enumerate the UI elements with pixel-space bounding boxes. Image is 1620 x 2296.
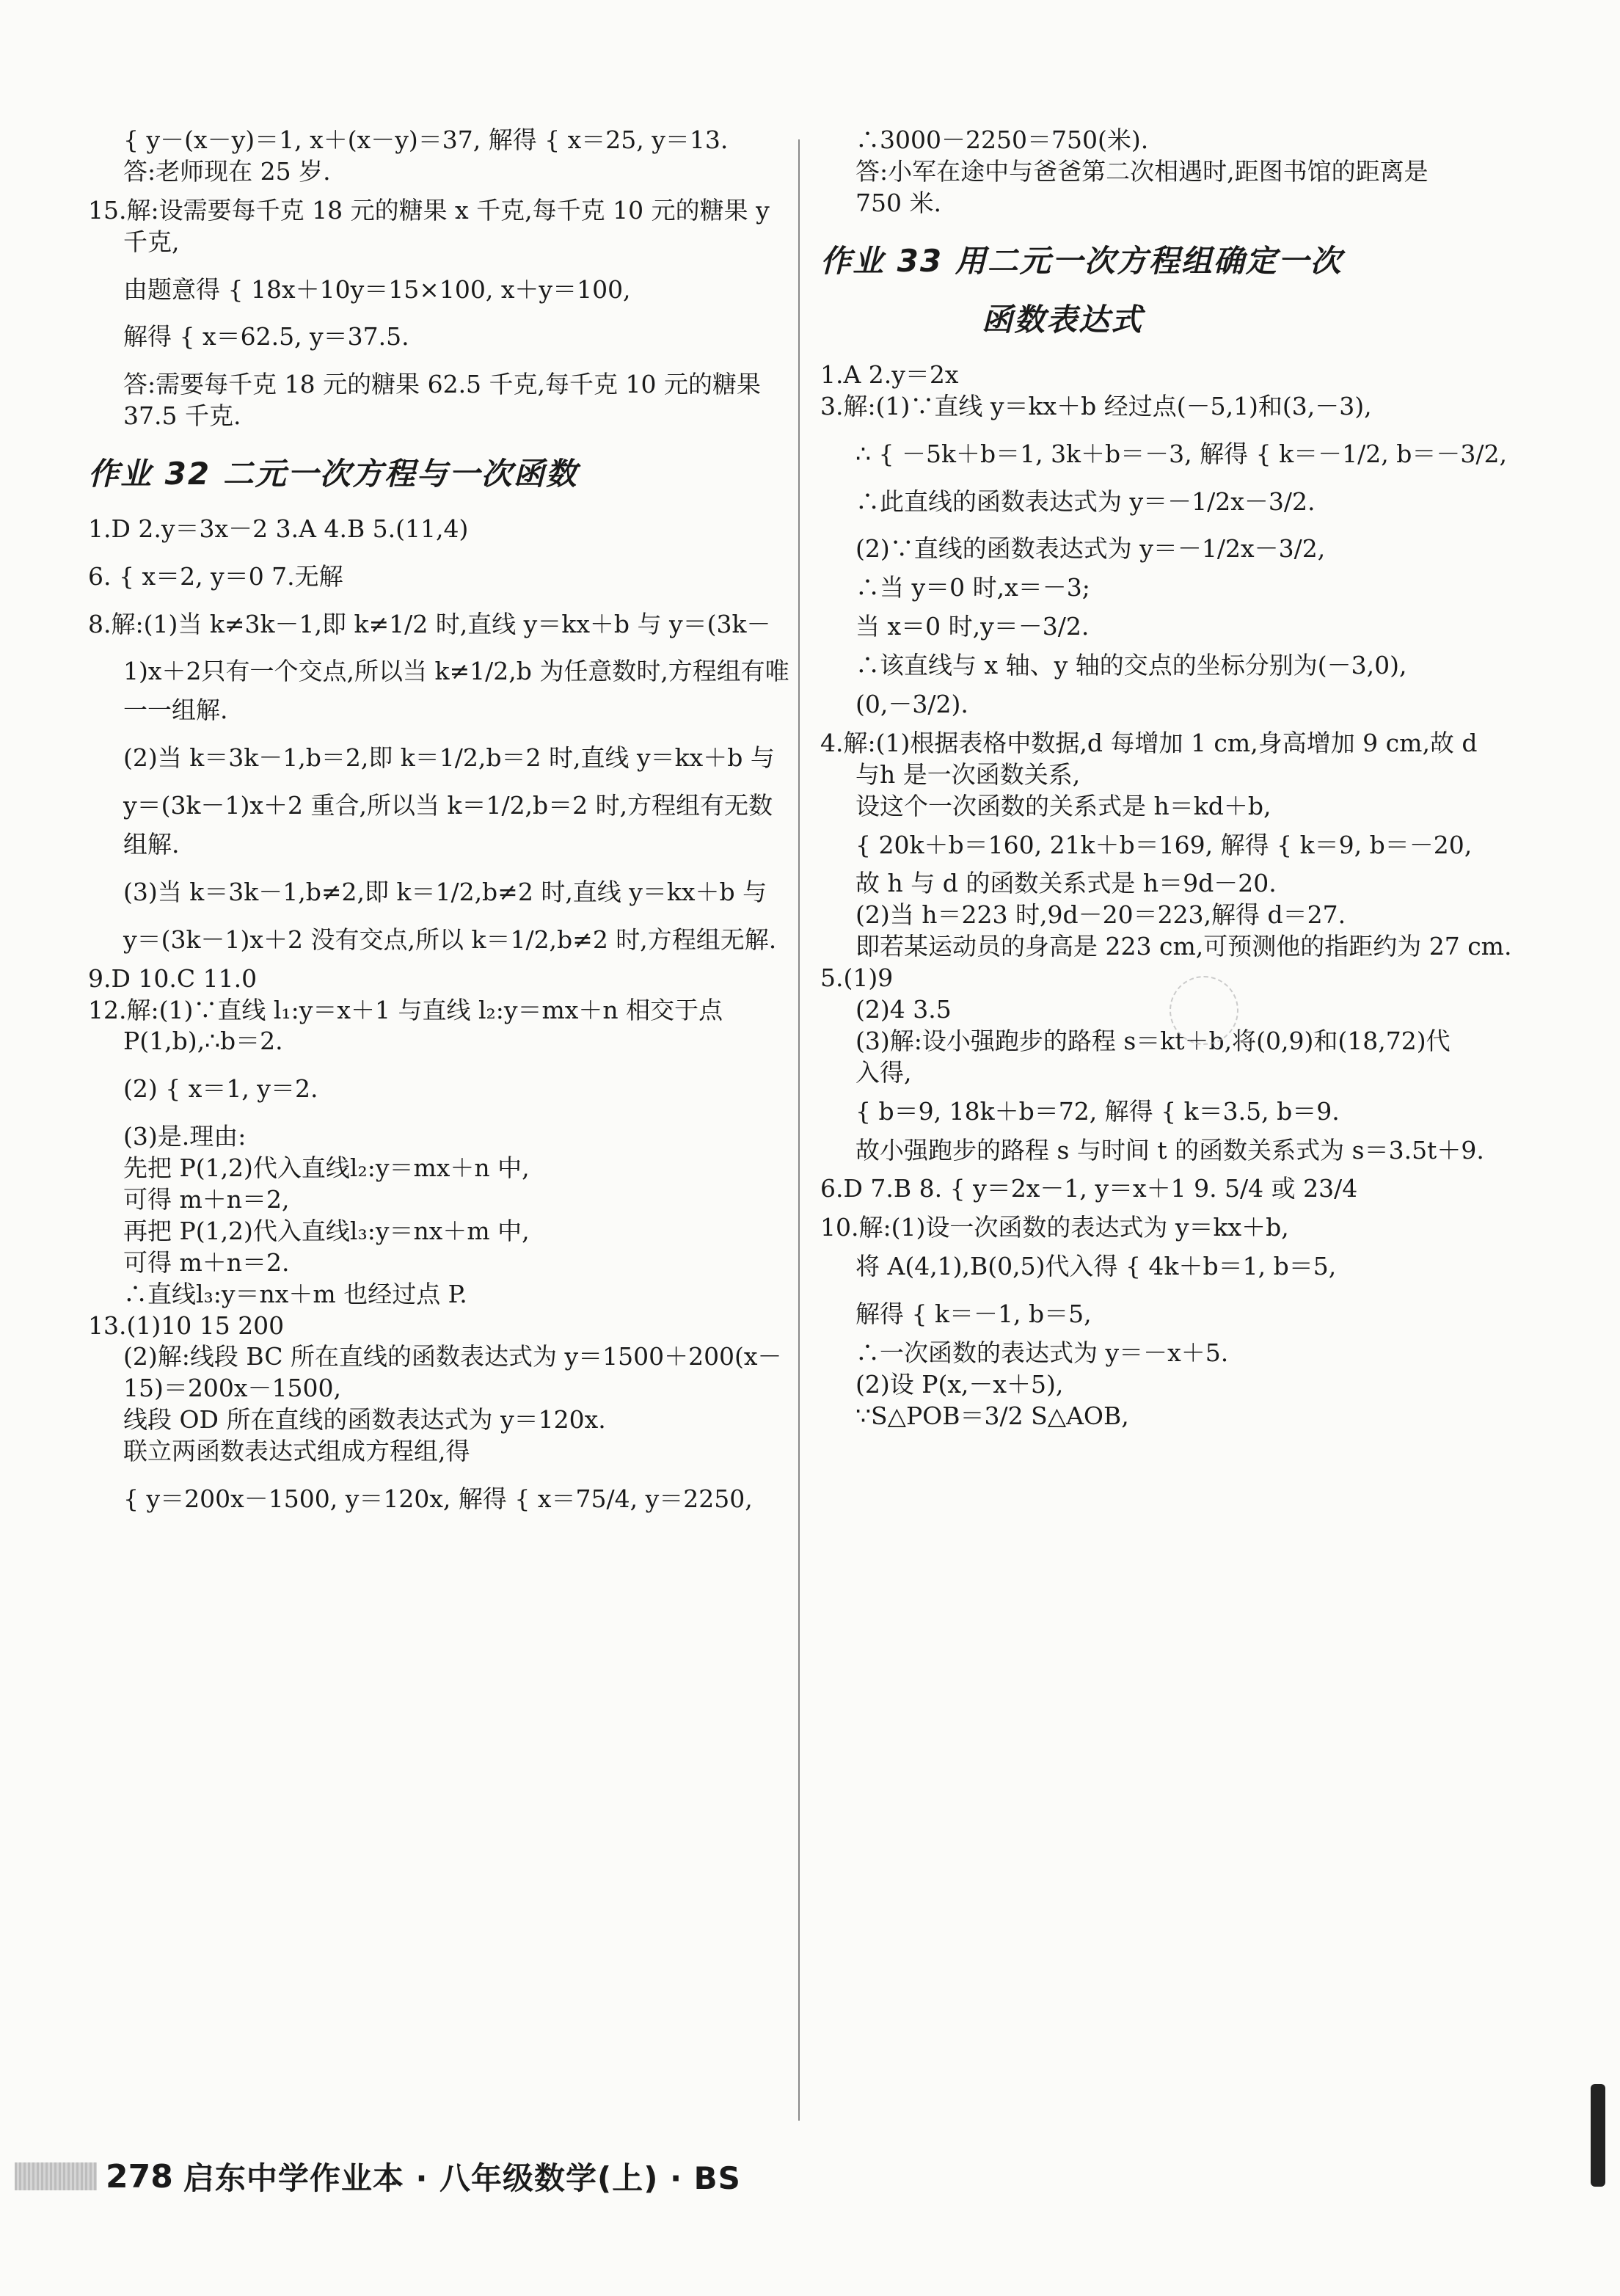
column-divider — [798, 139, 800, 2121]
answer-line: 6.D 7.B 8. { y＝2x－1, y＝x＋1 9. 5/4 或 23/4 — [820, 1174, 1358, 1203]
text-line: 可得 m＋n＝2, — [123, 1184, 290, 1214]
text-line: ∴该直线与 x 轴、y 轴的交点的坐标分别为(－3,0), — [855, 651, 1407, 680]
text-line: ∴一次函数的表达式为 y＝－x＋5. — [855, 1338, 1229, 1368]
answer-line: 9.D 10.C 11.0 — [88, 963, 258, 993]
section-heading-33-line2: 函数表达式 — [982, 302, 1144, 338]
equation-system: (2) { x＝1, y＝2. — [123, 1074, 318, 1104]
text-line: 与h 是一次函数关系, — [855, 759, 1081, 789]
text-line: (2)4 3.5 — [855, 995, 952, 1024]
problem-3: 3.解:(1)∵直线 y＝kx＋b 经过点(－5,1)和(3,－3), — [820, 391, 1372, 420]
problem-13: 13.(1)10 15 200 — [88, 1311, 285, 1340]
text-line: 故小强跑步的路程 s 与时间 t 的函数关系式为 s＝3.5t＋9. — [855, 1135, 1484, 1165]
footer-bar-icon — [15, 2162, 97, 2190]
right-column — [820, 125, 1525, 1432]
text-line: ∵S△POB＝3/2 S△AOB, — [855, 1401, 1129, 1430]
answer-line: 答:需要每千克 18 元的糖果 62.5 千克,每千克 10 元的糖果 — [123, 370, 762, 399]
problem-15: 15.解:设需要每千克 18 元的糖果 x 千克,每千克 10 元的糖果 y — [88, 195, 770, 225]
text-line: (2)解:线段 BC 所在直线的函数表达式为 y＝1500＋200(x－ — [123, 1342, 782, 1371]
problem-12: 12.解:(1)∵直线 l₁:y＝x＋1 与直线 l₂:y＝mx＋n 相交于点 — [88, 995, 723, 1024]
text-line: (2)∵直线的函数表达式为 y＝－1/2x－3/2, — [855, 534, 1326, 564]
text-line: 一一组解. — [123, 696, 228, 725]
text-line: y＝(3k－1)x＋2 重合,所以当 k＝1/2,b＝2 时,方程组有无数 — [123, 791, 773, 820]
text-line: 先把 P(1,2)代入直线l₂:y＝mx＋n 中, — [123, 1154, 530, 1183]
text-line: y＝(3k－1)x＋2 没有交点,所以 k＝1/2,b≠2 时,方程组无解. — [123, 925, 777, 954]
equation-system: 解得 { k＝－1, b＝5, — [855, 1300, 1092, 1329]
text-line: (3)解:设小强跑步的路程 s＝kt＋b,将(0,9)和(18,72)代 — [855, 1026, 1451, 1055]
section-heading-33: 作业 33 用二元一次方程组确定一次 — [820, 242, 1343, 279]
left-column — [88, 125, 789, 1515]
text-line: 当 x＝0 时,y＝－3/2. — [855, 612, 1090, 641]
equation-system: { b＝9, 18k＋b＝72, 解得 { k＝3.5, b＝9. — [855, 1096, 1340, 1126]
text-line: 联立两函数表达式组成方程组,得 — [123, 1437, 470, 1466]
text-line: ∴3000－2250＝750(米). — [855, 125, 1149, 154]
text-line: 再把 P(1,2)代入直线l₃:y＝nx＋m 中, — [123, 1216, 530, 1245]
text-line: 组解. — [123, 829, 180, 859]
equation-system: 将 A(4,1),B(0,5)代入得 { 4k＋b＝1, b＝5, — [855, 1252, 1337, 1281]
text-line: 可得 m＋n＝2. — [123, 1247, 290, 1277]
text-line: P(1,b),∴b＝2. — [123, 1027, 283, 1056]
text-line: ∴直线l₃:y＝nx＋m 也经过点 P. — [123, 1279, 467, 1308]
equation-system: { 20k＋b＝160, 21k＋b＝169, 解得 { k＝9, b＝－20, — [855, 830, 1473, 859]
text-line: (3)是.理由: — [123, 1122, 247, 1151]
text-line: ∴此直线的函数表达式为 y＝－1/2x－3/2. — [855, 486, 1316, 516]
text-line: ∴当 y＝0 时,x＝－3; — [855, 573, 1090, 602]
text-line: 故 h 与 d 的函数关系式是 h＝9d－20. — [855, 869, 1277, 898]
page-footer — [15, 2154, 741, 2198]
text-line: (2)当 h＝223 时,9d－20＝223,解得 d＝27. — [855, 900, 1346, 930]
answer-line: 37.5 千克. — [123, 401, 241, 431]
equation-system: 由题意得 { 18x＋10y＝15×100, x＋y＝100, — [123, 274, 631, 304]
text-line: (2)设 P(x,－x＋5), — [855, 1369, 1064, 1399]
answer-line: 答:小军在途中与爸爸第二次相遇时,距图书馆的距离是 — [855, 156, 1429, 186]
faint-stamp-icon — [1170, 976, 1238, 1045]
text-line: 设这个一次函数的关系式是 h＝kd＋b, — [855, 791, 1271, 820]
text-line: 1)x＋2只有一个交点,所以当 k≠1/2,b 为任意数时,方程组有唯 — [123, 657, 789, 686]
equation-system: 解得 { x＝62.5, y＝37.5. — [123, 322, 409, 351]
text-line: (0,－3/2). — [855, 689, 968, 718]
answer-line: 6. { x＝2, y＝0 7.无解 — [88, 561, 343, 591]
problem-10: 10.解:(1)设一次函数的表达式为 y＝kx＋b, — [820, 1213, 1289, 1242]
equation-system: ∴ { －5k＋b＝1, 3k＋b＝－3, 解得 { k＝－1/2, b＝－3/2, — [855, 439, 1507, 468]
book-title: 启东中学作业本 · 八年级数学(上) · BS — [183, 2160, 741, 2196]
answer-line: 750 米. — [855, 188, 941, 217]
equation-system: { y＝200x－1500, y＝120x, 解得 { x＝75/4, y＝2250, — [123, 1484, 753, 1513]
problem-8: 8.解:(1)当 k≠3k－1,即 k≠1/2 时,直线 y＝kx＋b 与 y＝(3k－ — [88, 609, 771, 638]
answer-line: 1.D 2.y＝3x－2 3.A 4.B 5.(11,4) — [88, 514, 469, 543]
problem-4: 4.解:(1)根据表格中数据,d 每增加 1 cm,身高增加 9 cm,故 d — [820, 728, 1478, 757]
text-line: (3)当 k＝3k－1,b≠2,即 k＝1/2,b≠2 时,直线 y＝kx＋b 与 — [123, 877, 767, 906]
page-edge-mark — [1591, 2084, 1605, 2187]
text-line: 入得, — [855, 1057, 912, 1087]
text-line: 即若某运动员的身高是 223 cm,可预测他的指距约为 27 cm. — [855, 932, 1512, 961]
answer-line: 1.A 2.y＝2x — [820, 360, 959, 389]
text-line: 线段 OD 所在直线的函数表达式为 y＝120x. — [123, 1405, 606, 1435]
text-line: 15)＝200x－1500, — [123, 1374, 341, 1403]
equation-system: { y－(x－y)＝1, x＋(x－y)＝37, 解得 { x＝25, y＝13. — [123, 125, 729, 154]
section-heading-32: 作业 32 二元一次方程与一次函数 — [88, 456, 578, 492]
page-number: 278 — [106, 2157, 173, 2195]
text-line: 千克, — [123, 227, 180, 256]
problem-5: 5.(1)9 — [820, 963, 894, 993]
text-line: (2)当 k＝3k－1,b＝2,即 k＝1/2,b＝2 时,直线 y＝kx＋b 与 — [123, 743, 775, 773]
answer-line: 答:老师现在 25 岁. — [123, 156, 331, 186]
